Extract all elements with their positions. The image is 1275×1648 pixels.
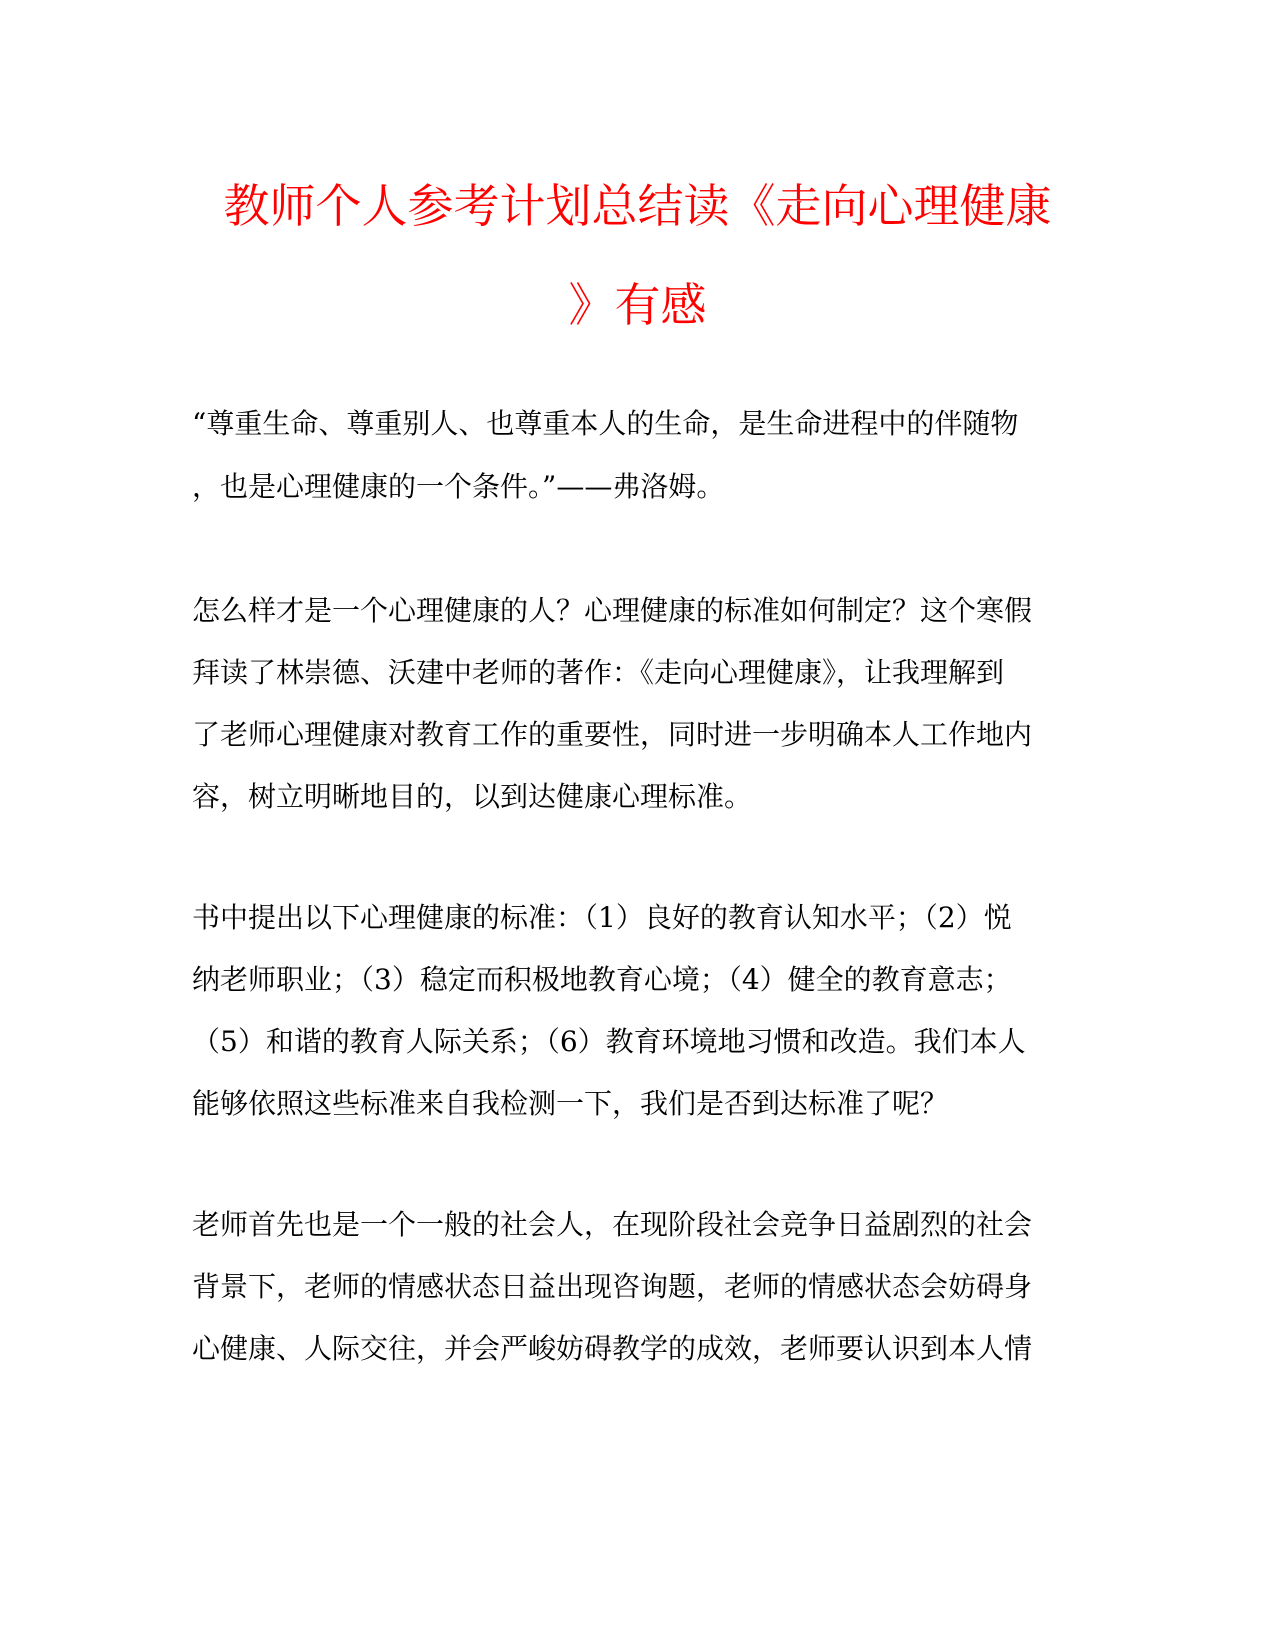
document-title-line-2: 》有感 bbox=[568, 278, 707, 332]
paragraph-line: 拜读了林崇德、沃建中老师的著作：《走向心理健康》，让我理解到 bbox=[192, 656, 1005, 689]
paragraph-line: 纳老师职业；（3）稳定而积极地教育心境；（4）健全的教育意志； bbox=[192, 963, 1012, 996]
paragraph-line: 心健康、人际交往，并会严峻妨碍教学的成效，老师要认识到本人情 bbox=[192, 1332, 1033, 1365]
paragraph-line: 怎么样才是一个心理健康的人？心理健康的标准如何制定？这个寒假 bbox=[192, 594, 1033, 627]
paragraph-line: （5）和谐的教育人际关系；（6）教育环境地习惯和改造。我们本人 bbox=[192, 1025, 1026, 1058]
paragraph-teacher bbox=[192, 1205, 1070, 1375]
paragraph-line: ，也是心理健康的一个条件。”——弗洛姆。 bbox=[192, 470, 725, 503]
paragraph-line: 能够依照这些标准来自我检测一下，我们是否到达标准了呢？ bbox=[192, 1087, 949, 1120]
paragraph-intro bbox=[192, 591, 1070, 821]
document-title-line-1: 教师个人参考计划总结读《走向心理健康 bbox=[223, 179, 1052, 233]
paragraph-line: 书中提出以下心理健康的标准：（1）良好的教育认知水平；（2）悦 bbox=[192, 901, 1012, 934]
paragraph-line: 容，树立明晰地目的，以到达健康心理标准。 bbox=[192, 780, 753, 813]
paragraph-standards bbox=[192, 898, 1070, 1128]
paragraph-line: 了老师心理健康对教育工作的重要性，同时进一步明确本人工作地内 bbox=[192, 718, 1033, 751]
paragraph-line: “尊重生命、尊重别人、也尊重本人的生命，是生命进程中的伴随物 bbox=[192, 407, 1019, 440]
paragraph-line: 背景下，老师的情感状态日益出现咨询题，老师的情感状态会妨碍身 bbox=[192, 1270, 1033, 1303]
paragraph-line: 老师首先也是一个一般的社会人，在现阶段社会竞争日益剧烈的社会 bbox=[192, 1208, 1033, 1241]
paragraph-quote bbox=[192, 404, 1070, 514]
